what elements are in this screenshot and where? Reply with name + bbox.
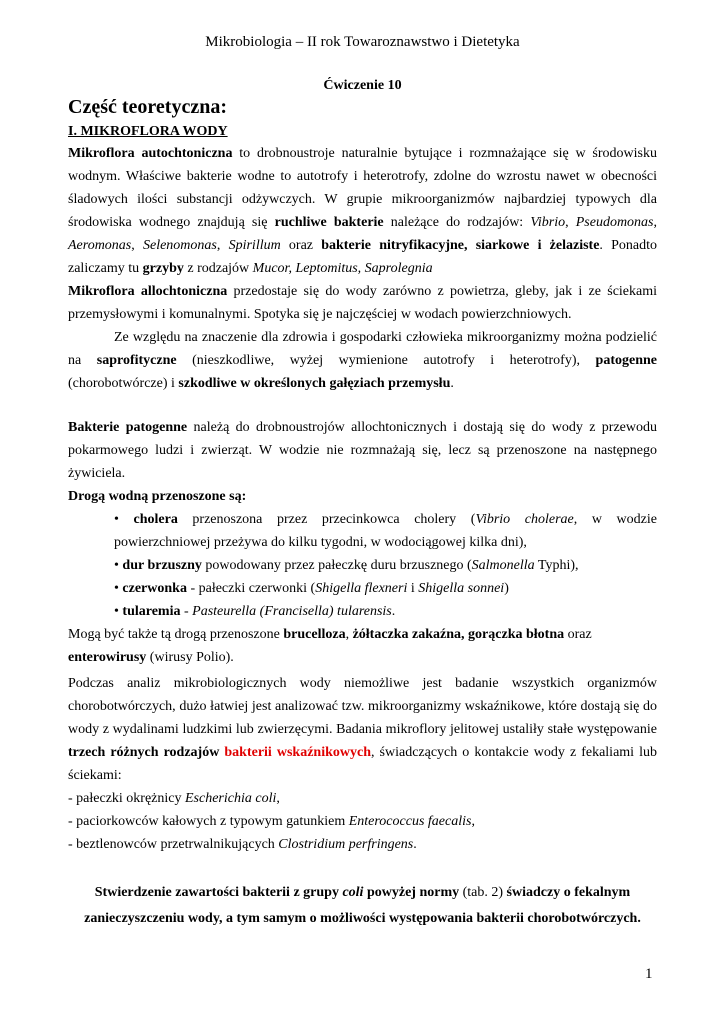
- part-heading: Część teoretyczna:: [68, 96, 227, 118]
- indicator-bacteria-highlight: bakterii wskaźnikowych: [224, 745, 371, 760]
- list-item: • dur brzuszny powodowany przez pałeczkę duru brzusznego (Salmonella Typhi),: [114, 558, 579, 573]
- term-allochthonous: Mikroflora allochtoniczna: [68, 284, 228, 299]
- paragraph-classification: Ze względu na znaczenie dla zdrowia i gospodarki człowieka mikroorganizmy można podzielić na saprofityczne (nieszkodliwe, wyżej wymienione autotrofy i heterotrofy), patogenne (chorobotwórcze) i szkodliwe w określonych gałęziach przemysłu.: [68, 330, 657, 391]
- list-item: • tularemia - Pasteurella (Francisella) tularensis.: [114, 604, 396, 619]
- paragraph-pathogens: Bakterie patogenne należą do drobnoustrojów allochtonicznych i dostają się do wody z przewodu pokarmowego ludzi i zwierząt. W wodzie nie rozmnażają się, lecz są przenoszone na następnego żywiciela. Drogą wodną przenoszone są:: [68, 420, 658, 504]
- term-autochthonous: Mikroflora autochtoniczna: [68, 146, 233, 161]
- paragraph-allochthonous: Mikroflora allochtoniczna przedostaje się do wody zarówno z powietrza, gleby, jak i ze ściekami przemysłowymi i komunalnymi. Spotyka się je najczęściej w wodach powierzchniowych.: [68, 284, 657, 322]
- list-item: • czerwonka - pałeczki czerwonki (Shigella flexneri i Shigella sonnei): [114, 581, 509, 596]
- list-item: - paciorkowców kałowych z typowym gatunkiem Enterococcus faecalis,: [68, 814, 475, 829]
- conclusion: Stwierdzenie zawartości bakterii z grupy coli powyżej normy (tab. 2) świadczy o fekalnym zanieczyszczeniu wody, a tym samym o możliwości występowania bakterii chorobotwórczych.: [84, 885, 641, 926]
- transmitted-heading: Drogą wodną przenoszone są:: [68, 489, 247, 504]
- list-item: - beztlenowców przetrwalnikujących Clostridium perfringens.: [68, 837, 417, 852]
- section-body-3: [68, 672, 657, 856]
- list-item: - pałeczki okrężnicy Escherichia coli,: [68, 791, 280, 806]
- paragraph-other-diseases: Mogą być także tą drogą przenoszone brucelloza, żółtaczka zakaźna, gorączka błotna oraz enterowirusy (wirusy Polio).: [68, 627, 592, 665]
- exercise-title: Ćwiczenie 10: [323, 78, 402, 93]
- section-body-2: [68, 416, 657, 669]
- page-number: 1: [645, 966, 653, 982]
- section-body-1: [68, 142, 657, 395]
- list-item: • cholera przenoszona przez przecinkowca cholery (Vibrio cholerae, w wodzie powierzchniowej przeżywa do kilku tygodni, w wodociągowej kilka dni),: [114, 512, 657, 550]
- paragraph-autochthonous: Mikroflora autochtoniczna to drobnoustroje naturalnie bytujące i rozmnażające się w środowisku wodnym. Właściwe bakterie wodne to autotrofy i heterotrofy, zdolne do wzrostu nawet w obecności śladowych ilości substancji odżywczych. W grupie mikroorganizmów najbardziej typowych dla środowiska wodnego znajdują się ruchliwe bakterie należące do rodzajów: Vibrio, Pseudomonas, Aeromonas, Selenomonas, Spirillum oraz bakterie nitryfikacyjne, siarkowe i żelaziste. Ponadto zaliczamy tu grzyby z rodzajów Mucor, Leptomitus, Saprolegnia: [68, 146, 658, 276]
- paragraph-indicators: Podczas analiz mikrobiologicznych wody niemożliwe jest badanie wszystkich organizmów chorobotwórczych, dużo łatwiej jest analizować tzw. mikroorganizmy wskaźnikowe, które dostają się do wody z wydalinami ludzkimi lub zwierzęcymi. Badania mikroflory jelitowej ustaliły stałe występowanie trzech różnych rodzajów bakterii wskaźnikowych, świadczących o kontakcie wody z fekaliami lub ściekami:: [68, 676, 657, 783]
- document-header: Mikrobiologia – II rok Towaroznawstwo i Dietetyka: [205, 34, 520, 50]
- section-heading: I. MIKROFLORA WODY: [68, 124, 228, 139]
